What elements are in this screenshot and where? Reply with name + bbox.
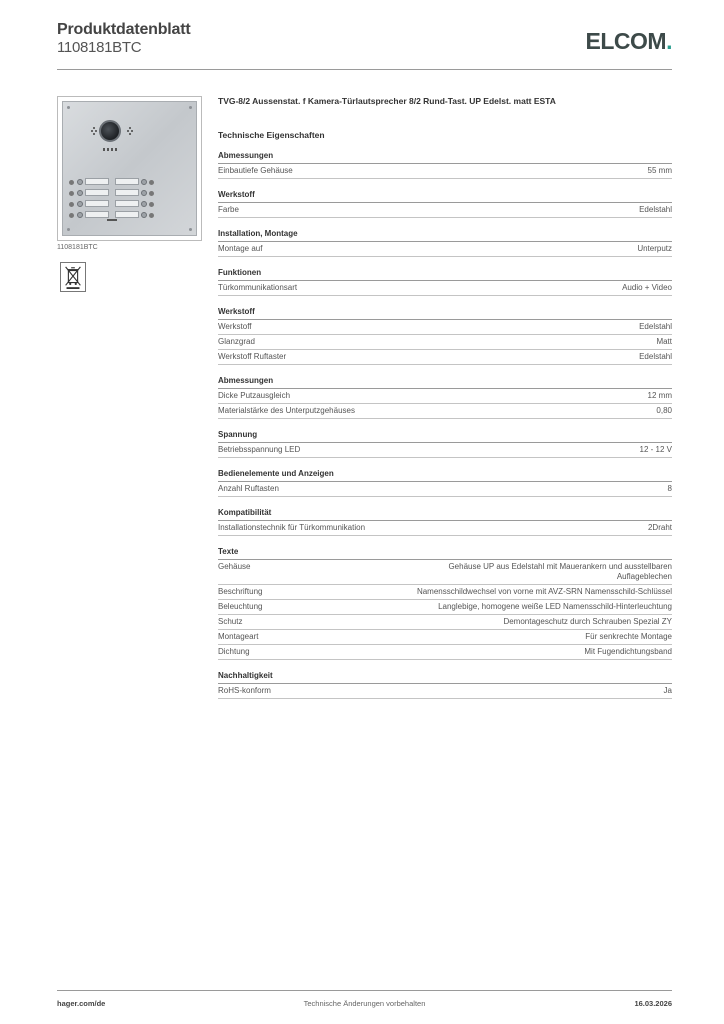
property-label: Montage auf [218,244,263,253]
document-title: Produktdatenblatt [57,21,191,38]
screw-icon [189,106,192,109]
property-value: Für senkrechte Montage [585,632,672,641]
group-title: Funktionen [218,267,672,281]
property-value: 0,80 [656,406,672,415]
call-button-row [69,189,193,197]
property-label: Schutz [218,617,243,626]
property-value: Edelstahl [639,322,672,331]
group-title: Nachhaltigkeit [218,670,672,684]
property-row [218,335,672,350]
property-label: RoHS-konform [218,686,271,695]
property-group [218,546,672,660]
screw-icon [189,228,192,231]
property-value: 55 mm [647,166,672,175]
group-title: Bedienelemente und Anzeigen [218,468,672,482]
property-label: Dicke Putzausgleich [218,391,291,400]
property-label: Werkstoff Ruftaster [218,352,287,361]
property-group [218,429,672,458]
panel-brand-mark [107,219,117,221]
property-value: Edelstahl [639,352,672,361]
property-label: Dichtung [218,647,250,656]
property-value: Edelstahl [639,205,672,214]
property-label: Türkommunikationsart [218,283,298,292]
property-row [218,645,672,660]
property-row [218,585,672,600]
group-title: Werkstoff [218,306,672,320]
section-title: Technische Eigenschaften [218,130,325,140]
property-row [218,600,672,615]
weee-crossed-bin-icon [60,262,86,292]
property-value: Matt [656,337,672,346]
property-row [218,389,672,404]
property-row [218,203,672,218]
property-value: 8 [667,484,672,493]
call-button-row [69,178,193,186]
property-value: Gehäuse UP aus Edelstahl mit Mauerankern und ausstellbaren Auflageblechen [448,562,672,581]
property-value: Namensschildwechsel von vorne mit AVZ-SRN Namensschild-Schlüssel [416,587,672,596]
property-group [218,375,672,419]
page-header [57,20,672,70]
property-group [218,189,672,218]
camera-icon [99,120,121,142]
property-row [218,404,672,419]
product-name: TVG-8/2 Aussenstat. f Kamera-Türlautsprecher 8/2 Rund-Tast. UP Edelst. matt ESTA [218,96,556,106]
property-label: Farbe [218,205,239,214]
property-row [218,164,672,179]
property-label: Glanzgrad [218,337,255,346]
property-value: Langlebige, homogene weiße LED Namensschild-Hinterleuchtung [438,602,672,611]
product-image [57,96,202,241]
property-label: Betriebsspannung LED [218,445,301,454]
property-group [218,267,672,296]
property-label: Werkstoff [218,322,252,331]
property-row [218,630,672,645]
property-label: Materialstärke des Unterputzgehäuses [218,406,355,415]
door-station-panel [62,101,197,236]
page-footer [57,990,672,1012]
property-label: Einbautiefe Gehäuse [218,166,293,175]
property-row [218,320,672,335]
property-group [218,468,672,497]
group-title: Werkstoff [218,189,672,203]
property-value: 2Draht [647,523,672,532]
property-value: Mit Fugendichtungsband [584,647,672,656]
property-groups [218,150,672,699]
group-title: Kompatibilität [218,507,672,521]
property-label: Anzahl Ruftasten [218,484,279,493]
logo-dot: . [666,28,672,54]
property-row [218,350,672,365]
image-caption: 1108181BTC [57,244,98,251]
footer-date: 16.03.2026 [634,999,672,1008]
property-group [218,228,672,257]
property-row [218,281,672,296]
microphone-icon [103,148,117,151]
footer-website: hager.com/de [57,999,106,1008]
property-label: Beleuchtung [218,602,263,611]
property-group [218,507,672,536]
call-button-row [69,200,193,208]
property-row [218,684,672,699]
property-group [218,306,672,365]
call-button-row [69,211,193,219]
property-row [218,615,672,630]
group-title: Installation, Montage [218,228,672,242]
property-value: 12 - 12 V [639,445,672,454]
property-row [218,521,672,536]
article-number: 1108181BTC [57,39,142,56]
property-row [218,443,672,458]
property-row [218,242,672,257]
screw-icon [67,106,70,109]
logo-text: ELCOM [585,28,667,54]
property-value: Audio + Video [622,283,672,292]
property-label: Gehäuse [218,562,251,571]
speaker-grille-icon [89,126,99,136]
group-title: Abmessungen [218,150,672,164]
property-group [218,150,672,179]
property-value: Unterputz [637,244,672,253]
property-value: 12 mm [647,391,672,400]
property-label: Beschriftung [218,587,263,596]
group-title: Texte [218,546,672,560]
speaker-grille-icon [125,126,135,136]
property-value: Demontageschutz durch Schrauben Spezial ZY [503,617,672,626]
property-label: Installationstechnik für Türkommunikation [218,523,366,532]
product-data-section [218,96,672,699]
group-title: Spannung [218,429,672,443]
property-row [218,560,672,585]
property-value: Ja [663,686,672,695]
elcom-logo [586,28,672,55]
footer-notice: Technische Änderungen vorbehalten [303,999,426,1008]
property-row [218,482,672,497]
group-title: Abmessungen [218,375,672,389]
screw-icon [67,228,70,231]
property-group [218,670,672,699]
property-label: Montageart [218,632,259,641]
